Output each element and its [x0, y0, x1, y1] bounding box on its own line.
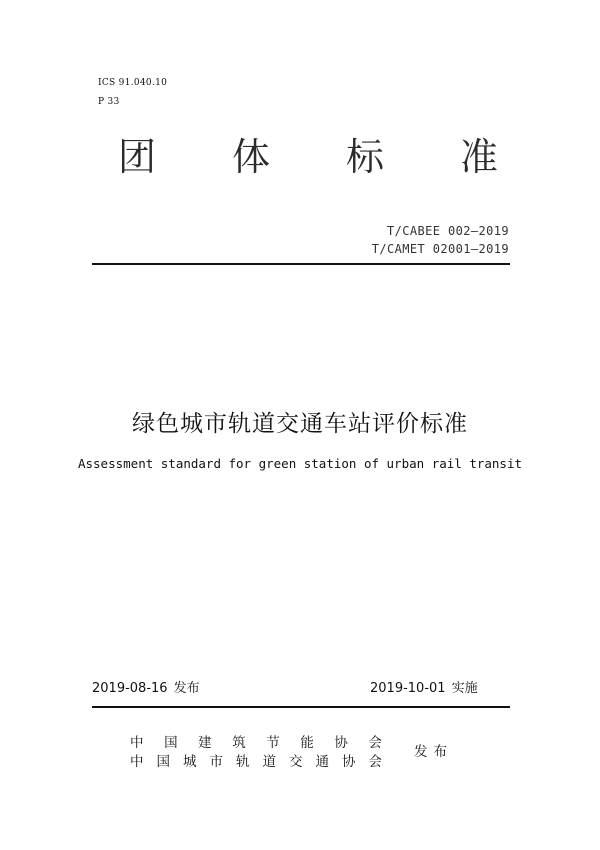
- issuer-char: 中: [130, 735, 144, 751]
- heading-char: 团: [118, 135, 157, 179]
- issuer-char: 市: [209, 754, 223, 770]
- heading-char: 准: [459, 135, 498, 179]
- issuer-char: 中: [130, 754, 144, 770]
- implementation-date: [370, 677, 478, 696]
- issue-label: 发布: [414, 744, 453, 760]
- issuer-char: 能: [300, 735, 314, 751]
- standard-code-cabee: T/CABEE 002—2019: [387, 224, 509, 238]
- issuer-cabee: [130, 731, 382, 751]
- document-title-english: Assessment standard for green station of urban rail transit: [77, 456, 522, 471]
- issuer-char: 会: [368, 735, 382, 751]
- issuer-char: 国: [164, 735, 178, 751]
- issuer-char: 会: [368, 754, 382, 770]
- issuer-char: 协: [342, 754, 356, 770]
- heading-char: 标: [345, 135, 384, 179]
- publish-date-value: 2019-08-16: [92, 681, 168, 696]
- top-divider: [92, 263, 510, 265]
- publish-date: [92, 677, 200, 696]
- issuer-char: 通: [315, 754, 329, 770]
- issuer-char: 筑: [232, 735, 246, 751]
- implementation-date-label: 实施: [451, 681, 478, 696]
- issuer-char: 节: [266, 735, 280, 751]
- issuer-char: 轨: [236, 754, 250, 770]
- standard-type-heading: [118, 132, 498, 182]
- issuer-char: 交: [289, 754, 303, 770]
- issuer-camet: [130, 750, 382, 770]
- issuer-char: 建: [198, 735, 212, 751]
- issuer-char: 协: [334, 735, 348, 751]
- heading-char: 体: [231, 135, 270, 179]
- ics-code: ICS 91.040.10: [98, 78, 168, 88]
- issuer-char: 道: [262, 754, 276, 770]
- standard-code-camet: T/CAMET 02001—2019: [371, 242, 509, 256]
- publish-date-label: 发布: [173, 681, 200, 696]
- issuer-char: 城: [183, 754, 197, 770]
- issuer-char: 国: [156, 754, 170, 770]
- ccs-code: P 33: [98, 97, 120, 107]
- implementation-date-value: 2019-10-01: [370, 681, 446, 696]
- bottom-divider: [92, 706, 510, 708]
- document-title-chinese: 绿色城市轨道交通车站评价标准: [132, 411, 468, 437]
